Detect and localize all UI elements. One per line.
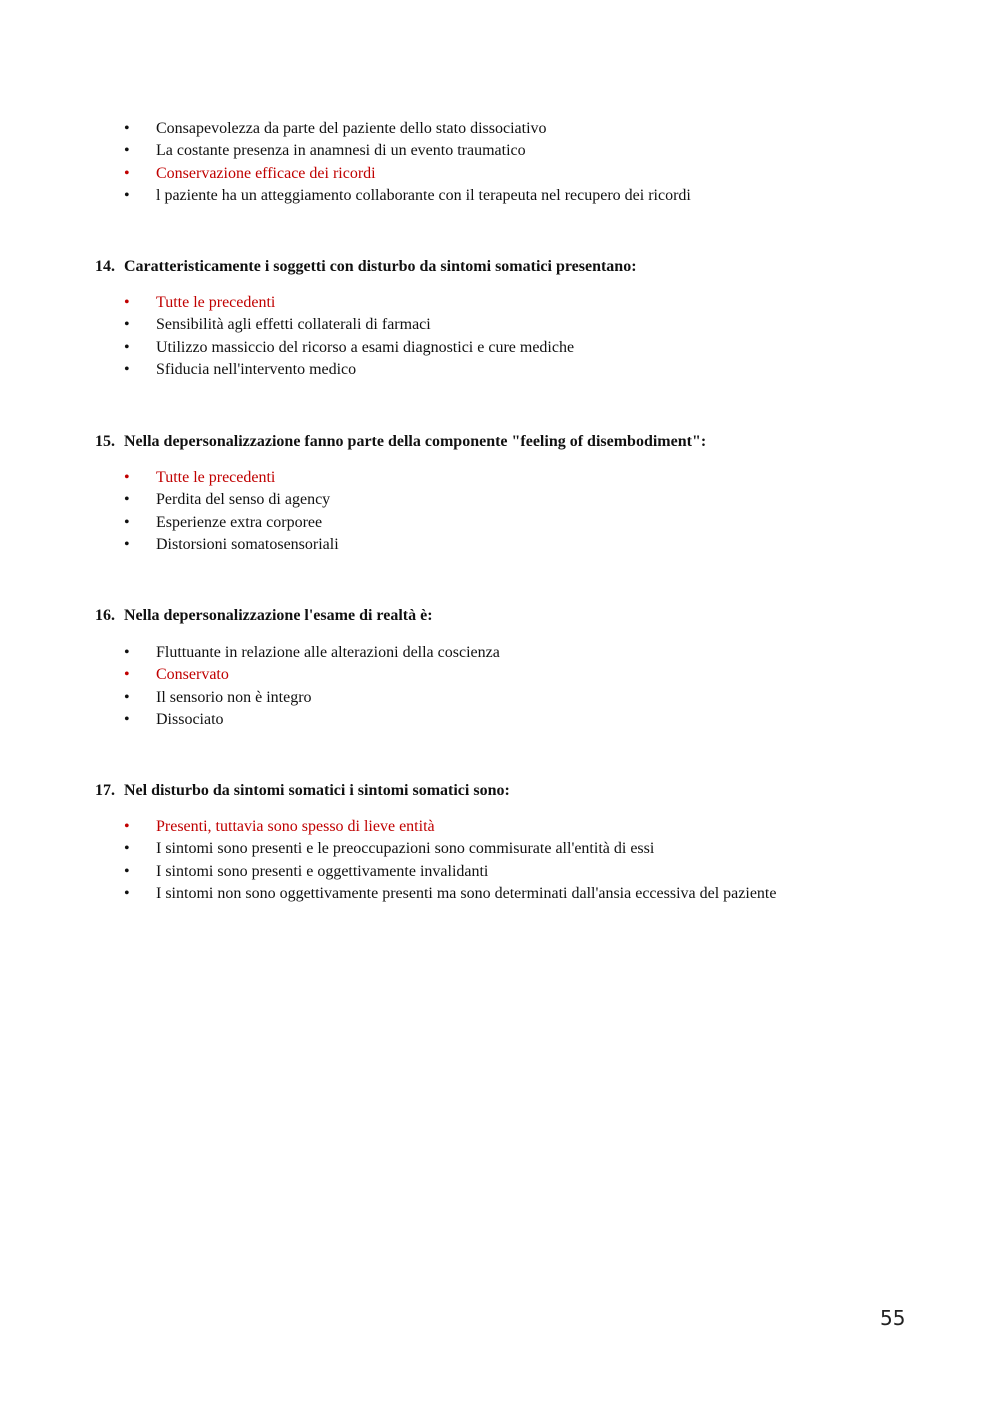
bullet: •: [124, 644, 130, 661]
option-item: [0, 883, 776, 905]
option-text: I sintomi sono presenti e oggettivamente invalidanti: [156, 862, 489, 880]
option-item: [0, 838, 776, 860]
bullet: •: [124, 513, 130, 531]
option-text: Esperienze extra corporee: [156, 513, 323, 531]
option-text: Utilizzo massiccio del ricorso a esami diagnostici e cure mediche: [156, 338, 575, 356]
option-item: [0, 359, 574, 381]
option-item: [0, 512, 339, 534]
question-text: Nel disturbo da sintomi somatici i sintomi somatici sono:: [124, 782, 510, 799]
options-list-17: [0, 816, 776, 905]
options-list-15: [0, 467, 339, 556]
option-text: La costante presenza in anamnesi di un evento traumatico: [156, 142, 526, 160]
bullet: •: [124, 164, 130, 182]
bullet: •: [124, 142, 130, 160]
option-item: [0, 163, 691, 185]
question-14: [95, 256, 637, 278]
bullet: •: [124, 818, 130, 835]
option-item: [0, 664, 500, 686]
option-text: l paziente ha un atteggiamento collaborante con il terapeuta nel recupero dei ricordi: [156, 186, 691, 204]
question-number: 14.: [95, 258, 115, 275]
bullet: •: [124, 338, 130, 356]
option-text: Conservato: [156, 666, 229, 684]
option-text: I sintomi non sono oggettivamente presenti ma sono determinati dall'ansia eccessiva del paziente: [156, 884, 777, 902]
question-number: 16.: [95, 607, 115, 624]
question-text: Nella depersonalizzazione l'esame di realtà è:: [124, 607, 433, 624]
question-16: [95, 605, 433, 627]
option-item: [0, 642, 500, 664]
option-text: Distorsioni somatosensoriali: [156, 535, 339, 553]
bullet: •: [124, 120, 130, 137]
bullet: •: [124, 862, 130, 880]
option-text: Perdita del senso di agency: [156, 491, 331, 509]
option-item: [0, 709, 500, 731]
option-item: [0, 314, 574, 336]
option-text: Fluttuante in relazione alle alterazioni della coscienza: [156, 644, 500, 661]
options-list-continued: [0, 118, 691, 207]
options-list-14: [0, 292, 574, 381]
question-number: 17.: [95, 782, 115, 799]
bullet: •: [124, 535, 130, 553]
page-number: 55: [880, 1306, 906, 1330]
option-item: [0, 140, 691, 162]
option-item: [0, 337, 574, 359]
option-text: Il sensorio non è integro: [156, 688, 312, 706]
option-item: [0, 489, 339, 511]
option-text: Sfiducia nell'intervento medico: [156, 360, 357, 378]
question-17: [95, 780, 510, 802]
option-item: [0, 185, 691, 207]
bullet: •: [124, 666, 130, 684]
bullet: •: [124, 491, 130, 509]
bullet: •: [124, 469, 130, 486]
option-item: [0, 467, 339, 489]
option-text: Consapevolezza da parte del paziente dello stato dissociativo: [156, 120, 547, 137]
bullet: •: [124, 840, 130, 858]
option-item: [0, 816, 776, 838]
option-text: Tutte le precedenti: [156, 294, 276, 311]
option-text: Tutte le precedenti: [156, 469, 276, 486]
bullet: •: [124, 294, 130, 311]
bullet: •: [124, 316, 130, 334]
option-item: [0, 687, 500, 709]
options-list-16: [0, 642, 500, 731]
bullet: •: [124, 186, 130, 204]
option-item: [0, 118, 691, 140]
option-item: [0, 292, 574, 314]
question-number: 15.: [95, 433, 115, 450]
bullet: •: [124, 688, 130, 706]
option-item: [0, 861, 776, 883]
bullet: •: [124, 360, 130, 378]
question-text: Caratteristicamente i soggetti con disturbo da sintomi somatici presentano:: [124, 258, 637, 275]
option-text: I sintomi sono presenti e le preoccupazioni sono commisurate all'entità di essi: [156, 840, 655, 858]
bullet: •: [124, 884, 130, 902]
bullet: •: [124, 710, 130, 728]
option-text: Sensibilità agli effetti collaterali di farmaci: [156, 316, 431, 334]
question-15: [95, 431, 706, 453]
option-text: Dissociato: [156, 710, 224, 728]
question-text: Nella depersonalizzazione fanno parte della componente "feeling of disembodiment":: [124, 433, 707, 450]
option-text: Presenti, tuttavia sono spesso di lieve entità: [156, 818, 435, 835]
option-text: Conservazione efficace dei ricordi: [156, 164, 376, 182]
option-item: [0, 534, 339, 556]
